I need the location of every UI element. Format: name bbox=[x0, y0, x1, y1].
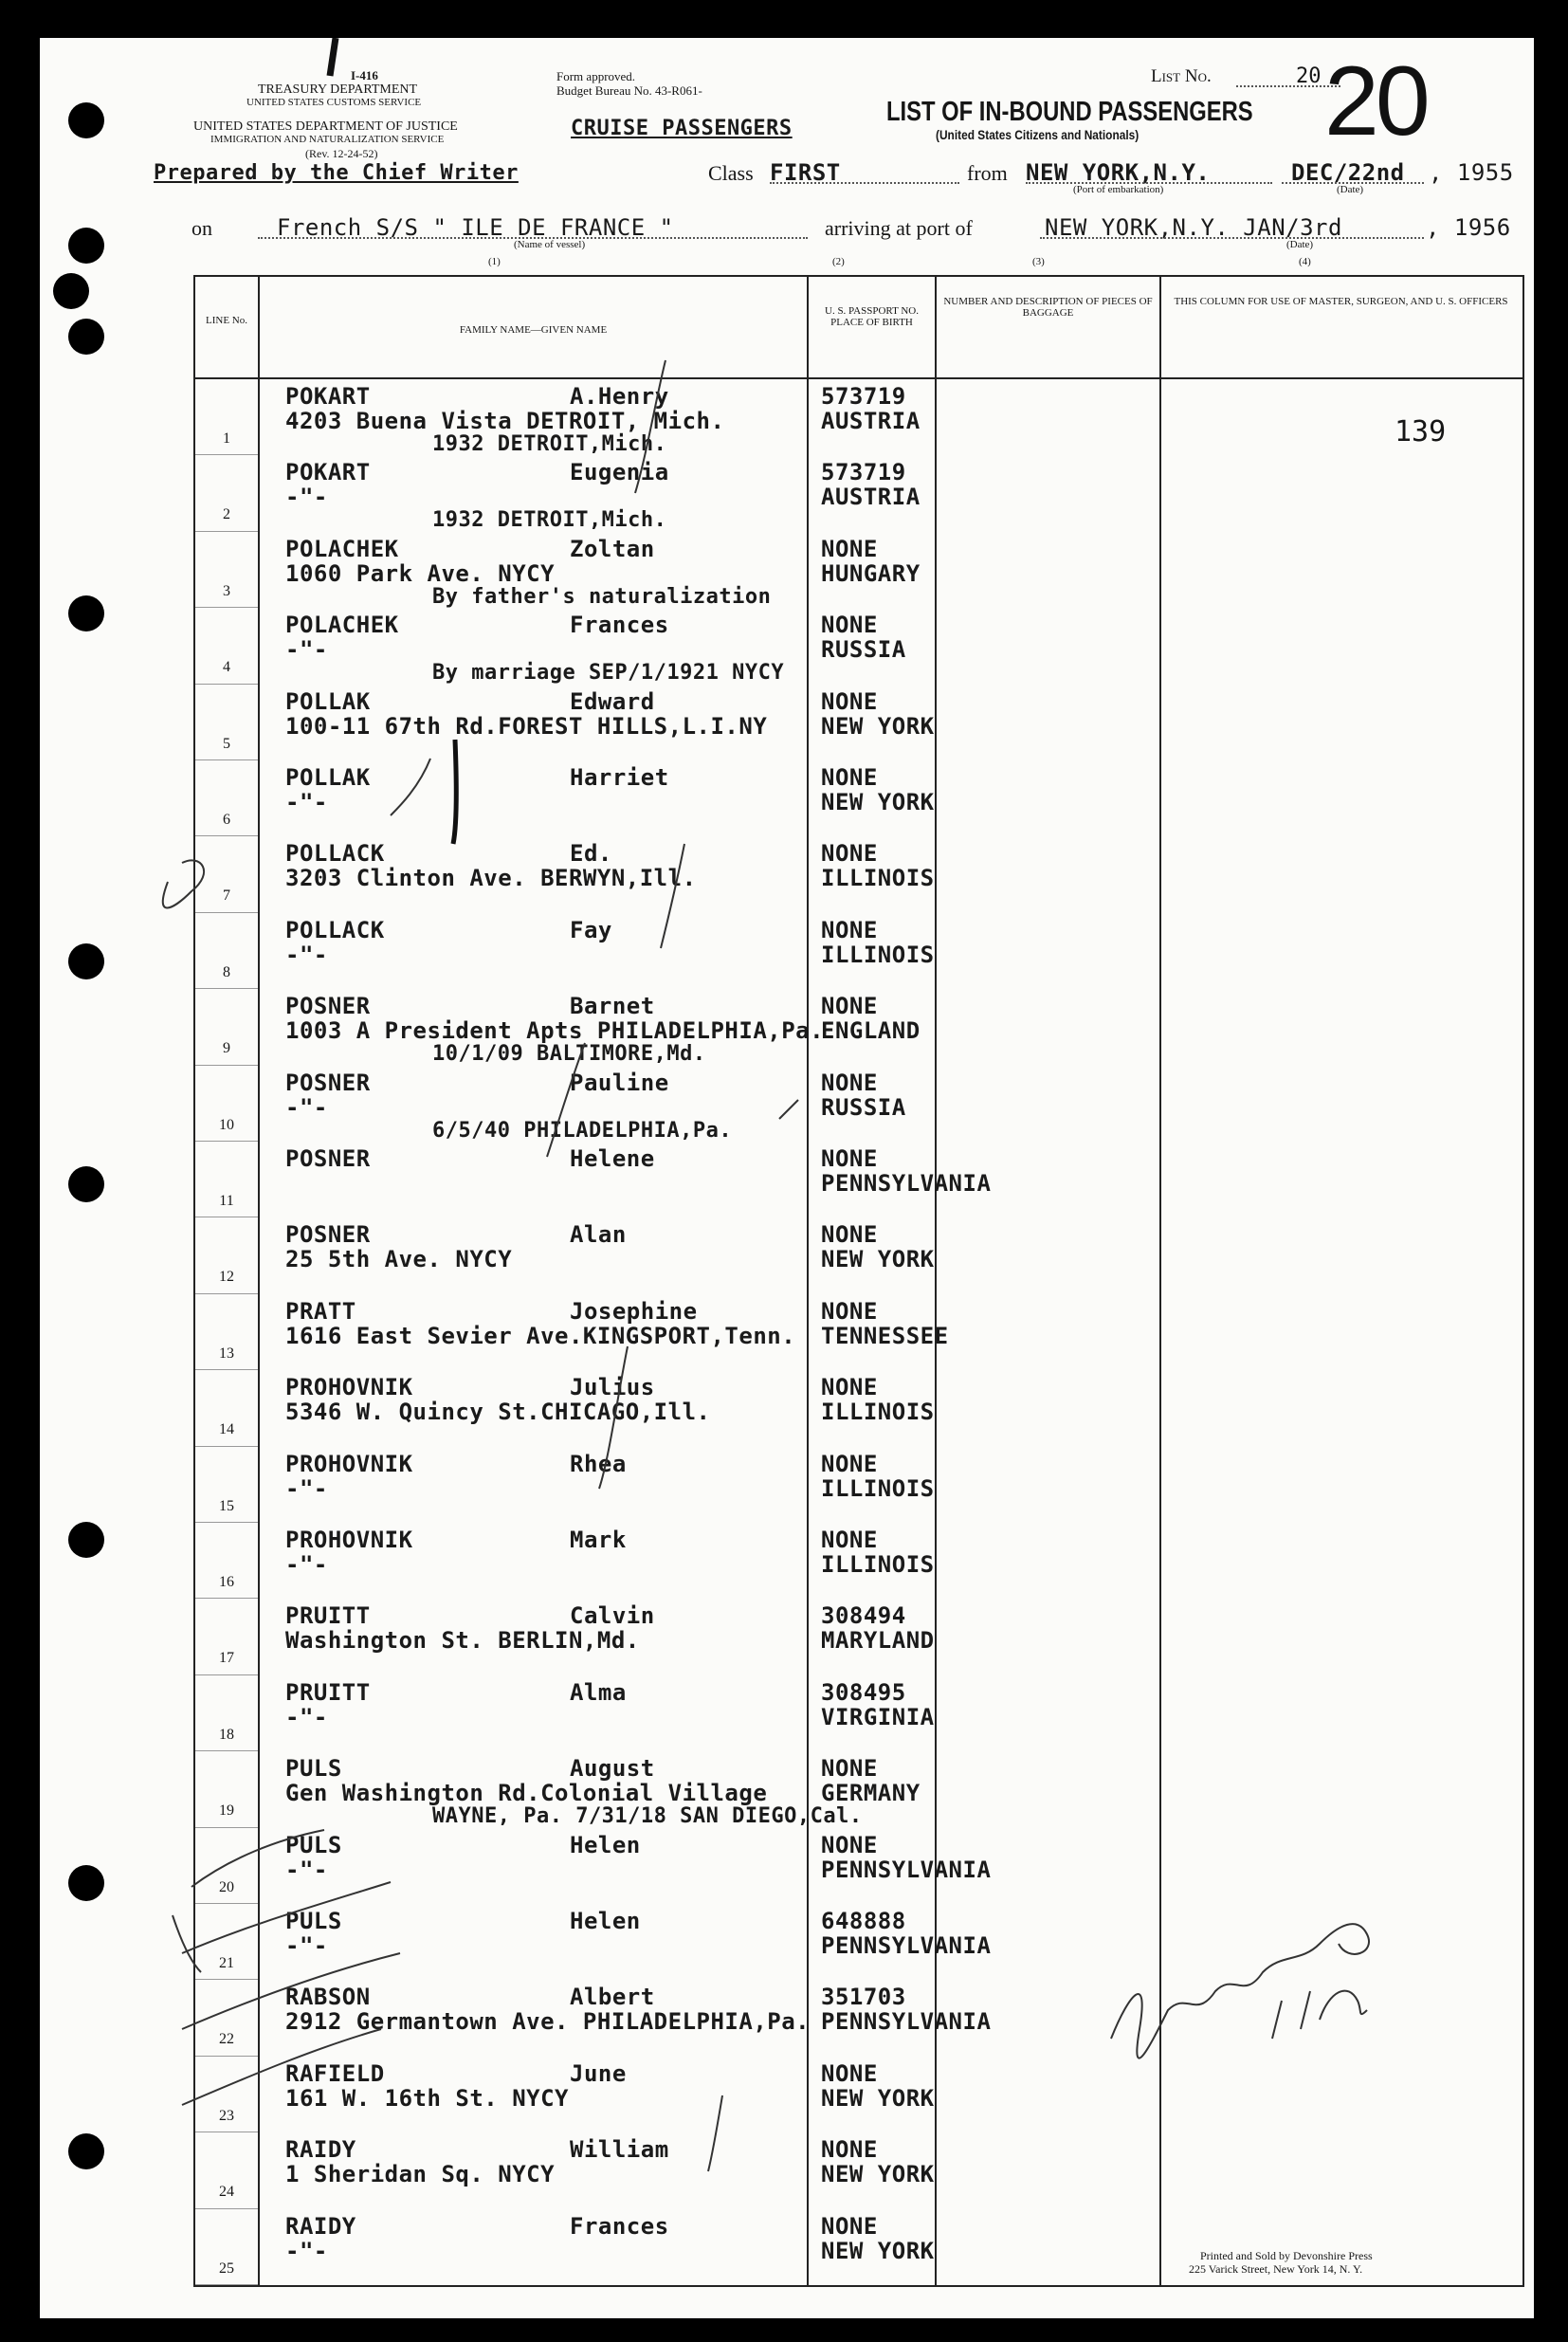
passport-number: NONE bbox=[821, 1069, 878, 1096]
passenger-surname: POSNER bbox=[285, 1145, 371, 1172]
departure-date: DEC/22nd bbox=[1291, 159, 1405, 186]
col-header-passport: U. S. PASSPORT NO. PLACE OF BIRTH bbox=[825, 305, 919, 328]
binder-hole bbox=[68, 102, 104, 138]
passenger-surname: POLLAK bbox=[285, 764, 371, 791]
line-number: 2 bbox=[223, 506, 230, 523]
passport-number: NONE bbox=[821, 1831, 878, 1858]
passenger-given-name: June bbox=[570, 2059, 627, 2087]
binder-hole bbox=[68, 595, 104, 631]
naturalization-note: 6/5/40 PHILADELPHIA,Pa. bbox=[432, 1118, 733, 1143]
passport-number: NONE bbox=[821, 1145, 878, 1172]
passenger-given-name: Zoltan bbox=[570, 535, 655, 562]
table-row bbox=[195, 379, 1522, 455]
line-number: 21 bbox=[219, 1955, 234, 1971]
passport-number: 648888 bbox=[821, 1908, 906, 1934]
passenger-surname: POSNER bbox=[285, 1069, 371, 1096]
line-number: 19 bbox=[219, 1802, 234, 1820]
passenger-given-name: Rhea bbox=[570, 1450, 627, 1477]
passenger-address: -"- bbox=[285, 1093, 328, 1121]
passport-number: 308494 bbox=[821, 1602, 906, 1630]
passenger-address: 1003 A President Apts PHILADELPHIA,Pa. bbox=[285, 1017, 825, 1045]
passenger-given-name: August bbox=[570, 1755, 655, 1783]
place-of-birth: AUSTRIA bbox=[821, 408, 921, 434]
table-row bbox=[195, 1066, 1522, 1142]
place-of-birth: ILLINOIS bbox=[821, 1399, 935, 1426]
passenger-address: 25 5th Ave. NYCY bbox=[285, 1246, 513, 1273]
passport-number: NONE bbox=[821, 993, 878, 1020]
place-of-birth: NEW YORK bbox=[821, 2161, 935, 2188]
officer-annotation: 139 bbox=[1395, 415, 1447, 448]
passenger-surname: PRATT bbox=[285, 1297, 356, 1325]
binder-hole bbox=[68, 228, 104, 264]
passenger-given-name: Calvin bbox=[570, 1602, 655, 1630]
passport-number: 351703 bbox=[821, 1984, 906, 2011]
passenger-address: -"- bbox=[285, 636, 328, 664]
passenger-address: Washington St. BERLIN,Md. bbox=[285, 1627, 640, 1655]
line-number: 12 bbox=[219, 1269, 234, 1286]
passenger-table bbox=[193, 275, 1524, 2287]
departure-year: , 1955 bbox=[1429, 159, 1514, 186]
passenger-surname: PROHOVNIK bbox=[285, 1374, 413, 1401]
passenger-surname: RAIDY bbox=[285, 2136, 356, 2164]
passenger-surname: POLACHEK bbox=[285, 612, 399, 639]
passenger-surname: POKART bbox=[285, 383, 371, 410]
passenger-given-name: Alma bbox=[570, 1678, 627, 1706]
place-of-birth: RUSSIA bbox=[821, 636, 906, 664]
passenger-given-name: Helen bbox=[570, 1831, 641, 1858]
passenger-given-name: Ed. bbox=[570, 840, 612, 868]
place-of-birth: ENGLAND bbox=[821, 1017, 921, 1045]
place-of-birth: NEW YORK bbox=[821, 789, 935, 815]
place-of-birth: NEW YORK bbox=[821, 2084, 935, 2112]
passport-number: NONE bbox=[821, 2136, 878, 2164]
passenger-address: 1616 East Sevier Ave.KINGSPORT,Tenn. bbox=[285, 1322, 796, 1349]
line-number: 9 bbox=[223, 1040, 230, 1057]
line-number: 7 bbox=[223, 887, 230, 905]
line-number: 22 bbox=[219, 2031, 234, 2048]
port-of-embarkation-caption: (Port of embarkation) bbox=[1073, 184, 1164, 195]
passenger-surname: POLLACK bbox=[285, 916, 385, 943]
passenger-given-name: Julius bbox=[570, 1374, 655, 1401]
binder-hole bbox=[68, 1166, 104, 1202]
passenger-surname: PULS bbox=[285, 1831, 342, 1858]
col-num-4: (4) bbox=[1299, 256, 1311, 267]
passport-number: NONE bbox=[821, 612, 878, 639]
passport-number: NONE bbox=[821, 1221, 878, 1249]
passenger-surname: RAIDY bbox=[285, 2212, 356, 2240]
passenger-address: 1060 Park Ave. NYCY bbox=[285, 559, 556, 587]
table-row bbox=[195, 1751, 1522, 1827]
binder-hole bbox=[68, 319, 104, 355]
passenger-given-name: Fay bbox=[570, 916, 612, 943]
naturalization-note: WAYNE, Pa. 7/31/18 SAN DIEGO,Cal. bbox=[432, 1804, 863, 1829]
passenger-surname: POKART bbox=[285, 459, 371, 486]
table-row bbox=[195, 455, 1522, 531]
passenger-surname: PULS bbox=[285, 1908, 342, 1934]
place-of-birth: GERMANY bbox=[821, 1780, 921, 1807]
col-num-3: (3) bbox=[1032, 256, 1045, 267]
line-number: 15 bbox=[219, 1497, 234, 1514]
vessel-name: French S/S " ILE DE FRANCE " bbox=[277, 214, 674, 241]
binder-hole bbox=[68, 1865, 104, 1901]
passenger-address: -"- bbox=[285, 789, 328, 815]
place-of-birth: PENNSYLVANIA bbox=[821, 1932, 992, 1959]
line-number: 5 bbox=[223, 735, 230, 752]
passenger-address: -"- bbox=[285, 1856, 328, 1883]
passenger-surname: PROHOVNIK bbox=[285, 1527, 413, 1553]
passenger-address: 100-11 67th Rd.FOREST HILLS,L.I.NY bbox=[285, 712, 768, 740]
revision: (Rev. 12-24-52) bbox=[305, 147, 378, 160]
list-no-label: List No. bbox=[1151, 66, 1212, 86]
line-number: 1 bbox=[223, 430, 230, 447]
place-of-birth: NEW YORK bbox=[821, 1246, 935, 1273]
passenger-given-name: Barnet bbox=[570, 993, 655, 1020]
passenger-given-name: Edward bbox=[570, 687, 655, 715]
line-number: 24 bbox=[219, 2184, 234, 2201]
table-row bbox=[195, 1904, 1522, 1980]
table-row bbox=[195, 2132, 1522, 2208]
passenger-given-name: Albert bbox=[570, 1984, 655, 2011]
passenger-given-name: Alan bbox=[570, 1221, 627, 1249]
place-of-birth: PENNSYLVANIA bbox=[821, 2008, 992, 2036]
passenger-surname: PROHOVNIK bbox=[285, 1450, 413, 1477]
line-number: 8 bbox=[223, 963, 230, 980]
passport-number: NONE bbox=[821, 840, 878, 868]
passenger-surname: PULS bbox=[285, 1755, 342, 1783]
form-number: I-416 bbox=[351, 68, 378, 82]
line-number: 25 bbox=[219, 2260, 234, 2277]
place-of-birth: AUSTRIA bbox=[821, 484, 921, 511]
place-of-birth: RUSSIA bbox=[821, 1093, 906, 1121]
passport-number: NONE bbox=[821, 1374, 878, 1401]
binder-hole bbox=[68, 943, 104, 979]
table-row bbox=[195, 2057, 1522, 2132]
table-row bbox=[195, 1980, 1522, 2056]
naturalization-note: 1932 DETROIT,Mich. bbox=[432, 432, 667, 456]
passport-number: NONE bbox=[821, 687, 878, 715]
table-row bbox=[195, 608, 1522, 684]
printer-line-2: 225 Varick Street, New York 14, N. Y. bbox=[1189, 2262, 1363, 2276]
passenger-address: -"- bbox=[285, 2237, 328, 2264]
table-row bbox=[195, 1217, 1522, 1293]
place-of-birth: ILLINOIS bbox=[821, 865, 935, 892]
binder-hole bbox=[68, 1522, 104, 1558]
list-no-handwritten: 20 bbox=[1324, 46, 1427, 156]
line-number: 20 bbox=[219, 1878, 234, 1895]
col-num-1: (1) bbox=[488, 256, 501, 267]
line-number: 13 bbox=[219, 1345, 234, 1362]
passenger-address: 5346 W. Quincy St.CHICAGO,Ill. bbox=[285, 1399, 711, 1426]
passenger-address: 2912 Germantown Ave. PHILADELPHIA,Pa. bbox=[285, 2008, 811, 2036]
passport-number: NONE bbox=[821, 2059, 878, 2087]
passport-number: NONE bbox=[821, 1527, 878, 1553]
arrival-year: , 1956 bbox=[1426, 214, 1511, 241]
passport-number: 308495 bbox=[821, 1678, 906, 1706]
treasury-department: TREASURY DEPARTMENT bbox=[258, 82, 418, 97]
form-approved: Form approved. bbox=[556, 69, 636, 83]
col-header-officers: THIS COLUMN FOR USE OF MASTER, SURGEON, AND U. S. OFFICERS bbox=[1174, 296, 1508, 307]
passenger-given-name: Helen bbox=[570, 1908, 641, 1934]
line-number: 17 bbox=[219, 1650, 234, 1667]
place-of-birth: MARYLAND bbox=[821, 1627, 935, 1655]
line-number: 23 bbox=[219, 2107, 234, 2124]
passenger-given-name: Josephine bbox=[570, 1297, 698, 1325]
line-number: 3 bbox=[223, 582, 230, 599]
binder-hole bbox=[68, 2133, 104, 2169]
place-of-birth: HUNGARY bbox=[821, 559, 921, 587]
table-row bbox=[195, 685, 1522, 760]
paper-sheet bbox=[40, 38, 1534, 2318]
line-number: 10 bbox=[219, 1116, 234, 1133]
table-row bbox=[195, 1294, 1522, 1370]
place-of-birth: ILLINOIS bbox=[821, 941, 935, 968]
table-row bbox=[195, 1523, 1522, 1599]
printer-line-1: Printed and Sold by Devonshire Press bbox=[1200, 2249, 1373, 2262]
passenger-given-name: Pauline bbox=[570, 1069, 669, 1096]
passenger-given-name: Eugenia bbox=[570, 459, 669, 486]
place-of-birth: ILLINOIS bbox=[821, 1474, 935, 1502]
passenger-surname: POLLAK bbox=[285, 687, 371, 715]
col-header-name: FAMILY NAME—GIVEN NAME bbox=[459, 324, 608, 336]
list-no-typed: 20 bbox=[1296, 64, 1322, 88]
date-caption-2: (Date) bbox=[1286, 239, 1314, 250]
from-label: from bbox=[967, 161, 1008, 185]
immigration-service: IMMIGRATION AND NATURALIZATION SERVICE bbox=[210, 134, 445, 145]
passenger-address: 3203 Clinton Ave. BERWYN,Ill. bbox=[285, 865, 697, 892]
passenger-surname: POSNER bbox=[285, 993, 371, 1020]
line-number: 11 bbox=[219, 1193, 234, 1209]
prepared-by: Prepared by the Chief Writer bbox=[154, 161, 519, 185]
place-of-birth: NEW YORK bbox=[821, 2237, 935, 2264]
col-header-line-no: LINE No. bbox=[206, 315, 247, 326]
passport-number: NONE bbox=[821, 916, 878, 943]
passenger-address: -"- bbox=[285, 1703, 328, 1730]
table-row bbox=[195, 913, 1522, 989]
table-row bbox=[195, 532, 1522, 608]
passenger-surname: POLLACK bbox=[285, 840, 385, 868]
table-row bbox=[195, 1370, 1522, 1446]
passenger-surname: PRUITT bbox=[285, 1678, 371, 1706]
vessel-caption: (Name of vessel) bbox=[514, 239, 586, 250]
table-row bbox=[195, 760, 1522, 836]
naturalization-note: 10/1/09 BALTIMORE,Md. bbox=[432, 1042, 706, 1067]
passenger-surname: POSNER bbox=[285, 1221, 371, 1249]
line-number: 18 bbox=[219, 1726, 234, 1743]
col-header-baggage: NUMBER AND DESCRIPTION OF PIECES OF BAGGAGE bbox=[943, 296, 1153, 319]
place-of-birth: ILLINOIS bbox=[821, 1551, 935, 1578]
passport-number: NONE bbox=[821, 535, 878, 562]
table-row bbox=[195, 1828, 1522, 1904]
place-of-birth: VIRGINIA bbox=[821, 1703, 935, 1730]
table-row bbox=[195, 836, 1522, 912]
class-value: FIRST bbox=[770, 159, 841, 186]
col-num-2: (2) bbox=[832, 256, 845, 267]
passenger-address: -"- bbox=[285, 941, 328, 968]
passenger-address: 4203 Buena Vista DETROIT, Mich. bbox=[285, 408, 725, 434]
customs-service: UNITED STATES CUSTOMS SERVICE bbox=[246, 97, 422, 108]
date-caption-1: (Date) bbox=[1337, 184, 1364, 195]
port-of-embarkation: NEW YORK,N.Y. bbox=[1026, 159, 1211, 186]
place-of-birth: NEW YORK bbox=[821, 712, 935, 740]
arriving-label: arriving at port of bbox=[825, 216, 973, 240]
passenger-rows bbox=[195, 379, 1522, 2285]
passport-number: NONE bbox=[821, 2212, 878, 2240]
passenger-given-name: Harriet bbox=[570, 764, 669, 791]
passenger-address: 1 Sheridan Sq. NYCY bbox=[285, 2161, 556, 2188]
form-subtitle: (United States Citizens and Nationals) bbox=[936, 127, 1140, 142]
passport-number: NONE bbox=[821, 1755, 878, 1783]
line-number: 14 bbox=[219, 1421, 234, 1438]
table-row bbox=[195, 1599, 1522, 1674]
passenger-given-name: William bbox=[570, 2136, 669, 2164]
ink-stroke bbox=[330, 38, 336, 76]
passport-number: NONE bbox=[821, 1450, 878, 1477]
binder-hole bbox=[53, 273, 89, 309]
naturalization-note: By father's naturalization bbox=[432, 584, 772, 609]
passenger-given-name: Helene bbox=[570, 1145, 655, 1172]
passenger-surname: PRUITT bbox=[285, 1602, 371, 1630]
passenger-given-name: A.Henry bbox=[570, 383, 669, 410]
passenger-surname: RABSON bbox=[285, 1984, 371, 2011]
passenger-address: 161 W. 16th St. NYCY bbox=[285, 2084, 569, 2112]
line-number: 6 bbox=[223, 812, 230, 828]
passenger-address: -"- bbox=[285, 1551, 328, 1578]
passenger-address: -"- bbox=[285, 1932, 328, 1959]
table-row bbox=[195, 1675, 1522, 1751]
naturalization-note: By marriage SEP/1/1921 NYCY bbox=[432, 661, 785, 686]
place-of-birth: TENNESSEE bbox=[821, 1322, 949, 1349]
passenger-address: -"- bbox=[285, 1474, 328, 1502]
budget-bureau: Budget Bureau No. 43-R061- bbox=[556, 83, 702, 98]
on-label: on bbox=[191, 216, 212, 240]
department-of-justice: UNITED STATES DEPARTMENT OF JUSTICE bbox=[193, 119, 458, 134]
passenger-given-name: Mark bbox=[570, 1527, 627, 1553]
table-row bbox=[195, 1447, 1522, 1523]
passenger-given-name: Frances bbox=[570, 2212, 669, 2240]
line-number: 16 bbox=[219, 1574, 234, 1590]
passport-number: 573719 bbox=[821, 383, 906, 410]
form-title: LIST OF IN-BOUND PASSENGERS bbox=[886, 97, 1253, 127]
passenger-address: -"- bbox=[285, 484, 328, 511]
passenger-address: Gen Washington Rd.Colonial Village bbox=[285, 1780, 768, 1807]
place-of-birth: PENNSYLVANIA bbox=[821, 1856, 992, 1883]
passenger-given-name: Frances bbox=[570, 612, 669, 639]
passport-number: NONE bbox=[821, 764, 878, 791]
naturalization-note: 1932 DETROIT,Mich. bbox=[432, 508, 667, 533]
passport-number: NONE bbox=[821, 1297, 878, 1325]
passenger-surname: POLACHEK bbox=[285, 535, 399, 562]
place-of-birth: PENNSYLVANIA bbox=[821, 1170, 992, 1197]
class-label: Class bbox=[708, 161, 754, 185]
line-number: 4 bbox=[223, 659, 230, 676]
passenger-surname: RAFIELD bbox=[285, 2059, 385, 2087]
passport-number: 573719 bbox=[821, 459, 906, 486]
table-row bbox=[195, 989, 1522, 1065]
cruise-passengers: CRUISE PASSENGERS bbox=[571, 117, 793, 140]
table-row bbox=[195, 1142, 1522, 1217]
arrival-port: NEW YORK,N.Y. JAN/3rd bbox=[1045, 214, 1342, 241]
